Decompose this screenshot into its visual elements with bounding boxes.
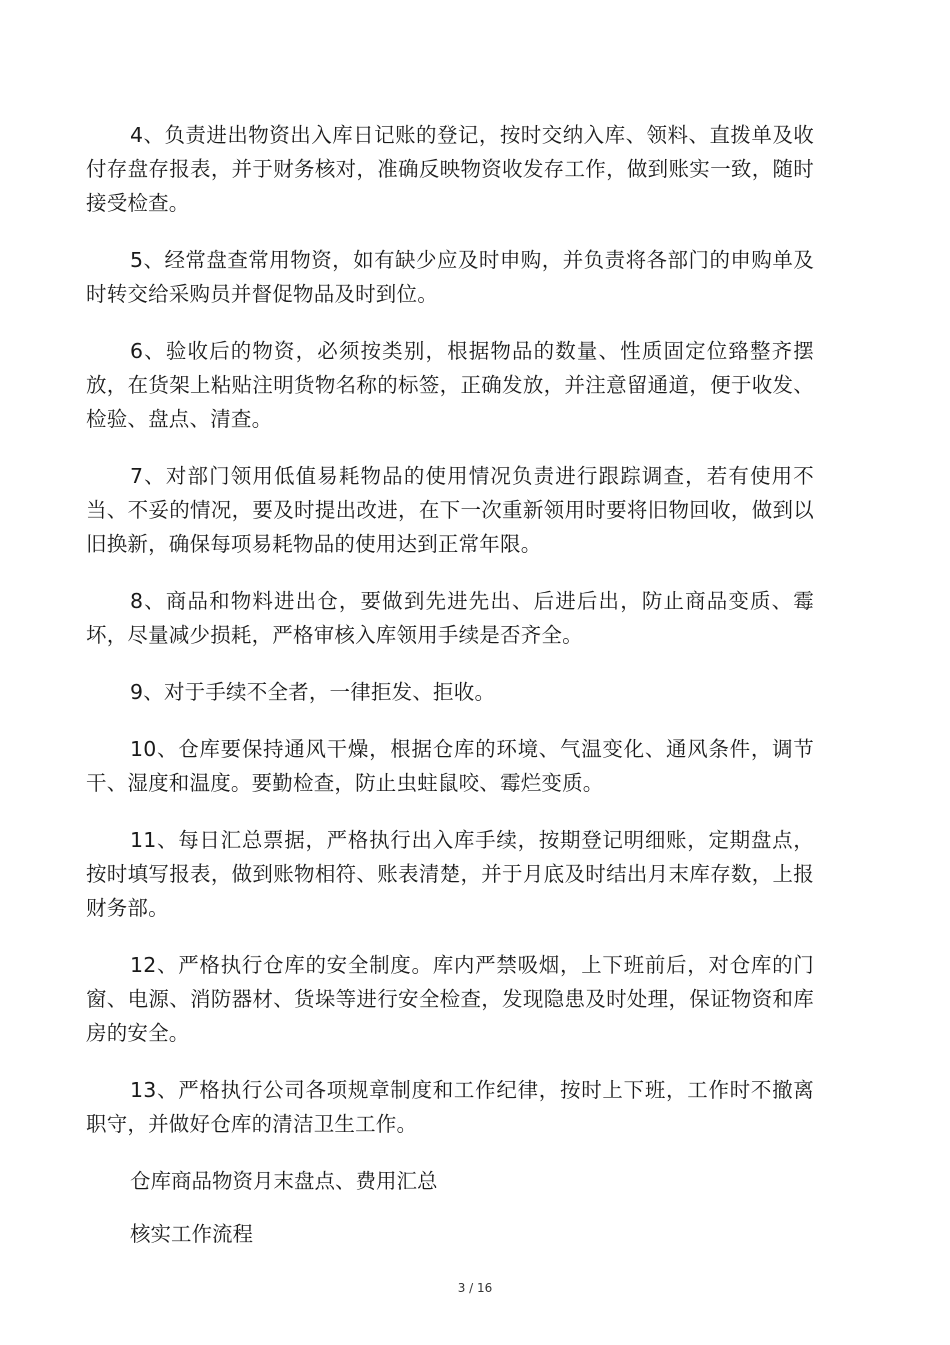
document-body (86, 118, 814, 1270)
paragraph-item-11: 11、每日汇总票据，严格执行出入库手续，按期登记明细账，定期盘点，按时填写报表，做到账物相符、账表清楚，并于月底及时结出月末库存数，上报财务部。 (86, 828, 814, 920)
paragraph-item-12: 12、严格执行仓库的安全制度。库内严禁吸烟，上下班前后，对仓库的门窗、电源、消防器材、货垛等进行安全检查，发现隐患及时处理，保证物资和库房的安全。 (86, 953, 814, 1045)
section-title-line-2: 核实工作流程 (130, 1222, 253, 1246)
paragraph-item-8: 8、商品和物料进出仓，要做到先进先出、后进后出，防止商品变质、霉坏，尽量减少损耗，严格审核入库领用手续是否齐全。 (86, 589, 814, 647)
paragraph-item-13: 13、严格执行公司各项规章制度和工作纪律，按时上下班，工作时不撤离职守，并做好仓库的清洁卫生工作。 (86, 1078, 814, 1136)
paragraph-item-4: 4、负责进出物资出入库日记账的登记，按时交纳入库、领料、直拨单及收付存盘存报表，并于财务核对，准确反映物资收发存工作，做到账实一致，随时接受检查。 (86, 123, 814, 215)
paragraph-item-6: 6、验收后的物资，必须按类别，根据物品的数量、性质固定位臵整齐摆放，在货架上粘贴注明货物名称的标签，正确发放，并注意留通道，便于收发、检验、盘点、清查。 (86, 339, 814, 431)
paragraph-item-7: 7、对部门领用低值易耗物品的使用情况负责进行跟踪调查，若有使用不当、不妥的情况，要及时提出改进，在下一次重新领用时要将旧物回收，做到以旧换新，确保每项易耗物品的使用达到正常年限。 (86, 464, 814, 556)
page-number: 3 / 16 (457, 1281, 493, 1295)
paragraph-item-5: 5、经常盘查常用物资，如有缺少应及时申购，并负责将各部门的申购单及时转交给采购员并督促物品及时到位。 (86, 248, 814, 306)
section-title-line-1: 仓库商品物资月末盘点、费用汇总 (130, 1169, 438, 1193)
paragraph-item-10: 10、仓库要保持通风干燥，根据仓库的环境、气温变化、通风条件，调节干、湿度和温度。要勤检查，防止虫蛀鼠咬、霉烂变质。 (86, 737, 814, 795)
paragraph-item-9: 9、对于手续不全者，一律拒发、拒收。 (130, 680, 496, 704)
